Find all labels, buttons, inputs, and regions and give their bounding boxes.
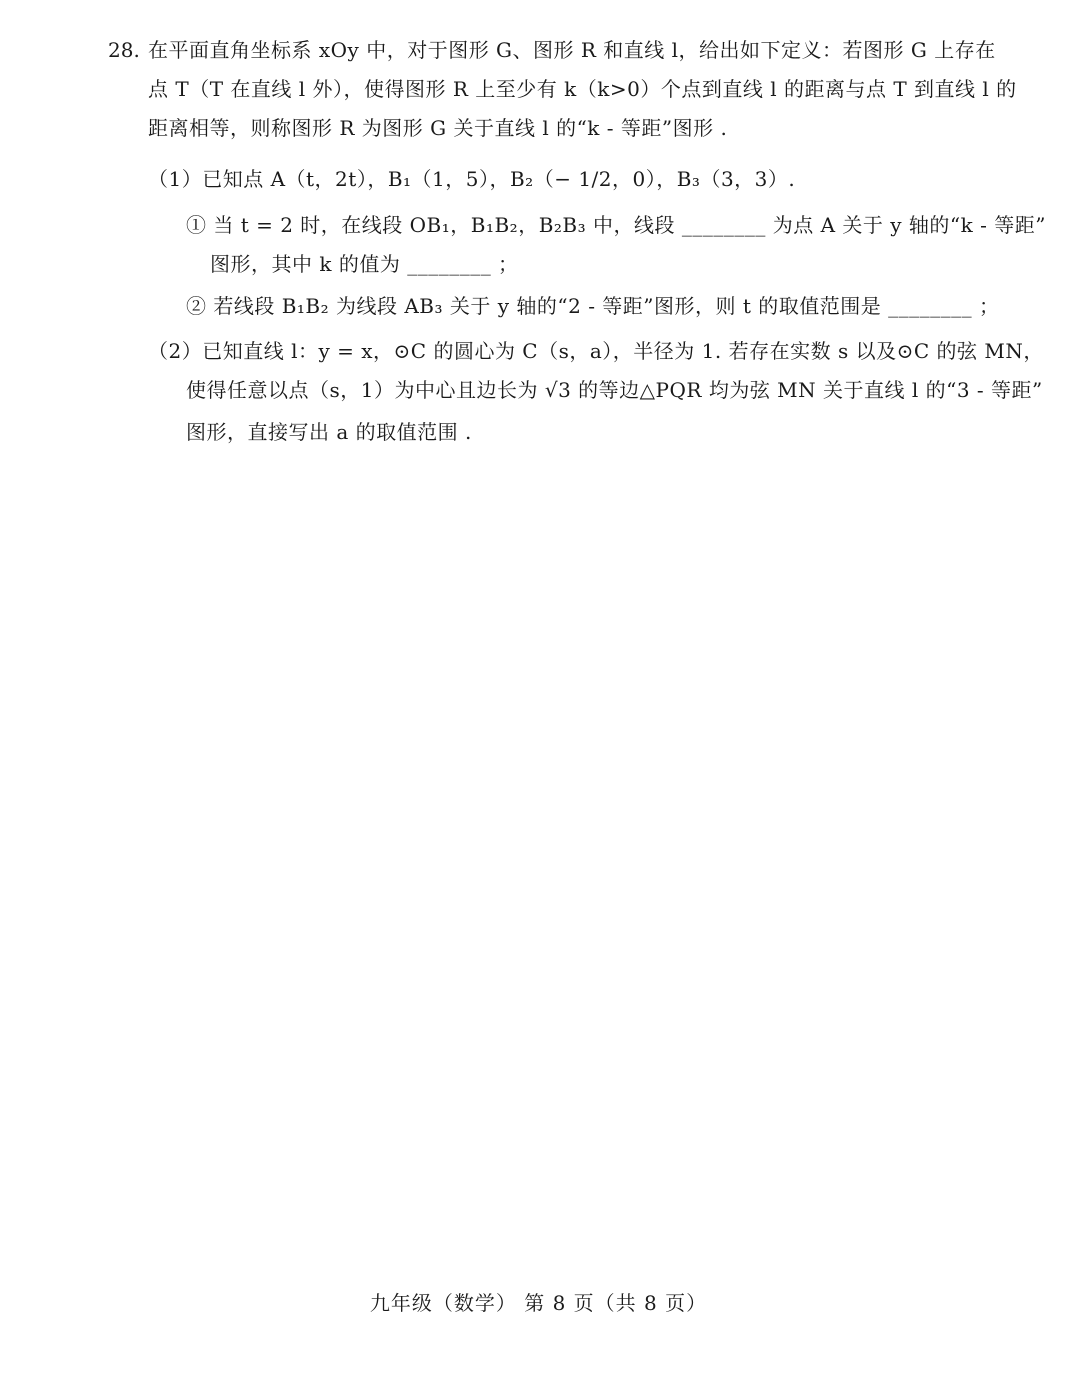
part2-line-2: 使得任意以点（s，1）为中心且边长为 √3 的等边△PQR 均为弦 MN 关于直线 l 的“3 - 等距”	[186, 378, 1043, 402]
question-text-line-2: 点 T（T 在直线 l 外），使得图形 R 上至少有 k（k>0）个点到直线 l 的距离与点 T 到直线 l 的	[148, 77, 1017, 101]
page-footer: 九年级（数学） 第 8 页（共 8 页）	[369, 1291, 708, 1315]
part1-sub1-line1: ① 当 t = 2 时，在线段 OB₁，B₁B₂，B₂B₃ 中，线段 ________ 为点 A 关于 y 轴的“k - 等距”	[186, 213, 1046, 237]
question-text-line-3: 距离相等，则称图形 R 为图形 G 关于直线 l 的“k - 等距”图形 .	[148, 116, 728, 140]
part2-line-1: （2）已知直线 l：y = x，⊙C 的圆心为 C（s，a），半径为 1. 若存在实数 s 以及⊙C 的弦 MN，	[148, 339, 1044, 363]
part2-line-3: 图形，直接写出 a 的取值范围 .	[186, 420, 472, 444]
part1-sub2: ② 若线段 B₁B₂ 为线段 AB₃ 关于 y 轴的“2 - 等距”图形，则 t 的取值范围是 ________ ；	[186, 294, 1000, 318]
part1-intro: （1）已知点 A（t，2t），B₁（1，5），B₂（− 1/2，0），B₃（3，3）.	[148, 167, 796, 191]
part1-sub1-line2: 图形，其中 k 的值为 ________ ；	[210, 252, 519, 276]
question-text-line-1: 在平面直角坐标系 xOy 中，对于图形 G、图形 R 和直线 l，给出如下定义：若图形 G 上存在	[148, 38, 996, 62]
question-number: 28.	[108, 38, 140, 62]
